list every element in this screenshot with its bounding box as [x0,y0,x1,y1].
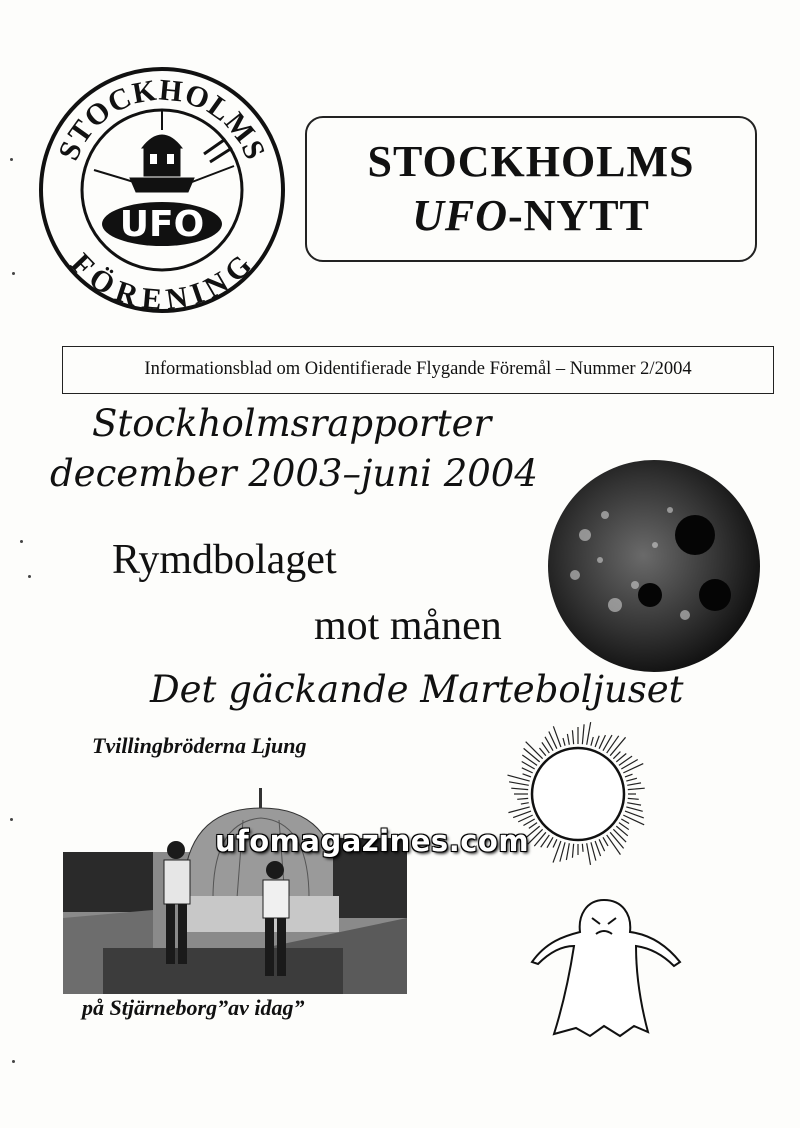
sun-ray [566,843,569,860]
photo-caption: på Stjärneborg”av idag” [82,995,305,1020]
sun-ray [528,829,543,844]
sun-ray [627,803,641,805]
sun-ray [607,736,619,753]
sun-ray [625,774,633,777]
sun-ray [613,829,626,842]
masthead-line1: STOCKHOLMS [367,137,695,186]
masthead-line2 [307,190,755,241]
sun-ray [599,735,605,749]
scan-speck [12,1060,15,1063]
scan-speck [12,272,15,275]
sun-ray [582,844,583,852]
sun-ray [628,798,639,799]
sun-ray [582,724,584,744]
logo-bottom-text: FÖRENING [64,246,260,314]
sun-ray [587,843,591,865]
sun-ray [621,819,629,824]
sun-ray [595,736,599,747]
watermark: ufomagazines.com [215,824,530,858]
sun-ray [517,798,528,799]
sun-ray [591,842,596,860]
scan-speck [10,158,13,161]
sun-ray [547,837,553,847]
sun-ray [619,823,629,830]
logo-top-text: STOCKHOLMS [52,73,272,166]
sun-ray [626,807,642,811]
sun-ray [610,737,625,755]
sun-ray [607,835,621,855]
ghost-icon [524,892,686,1042]
sun-ray [553,839,557,847]
sun-ray [572,844,573,858]
headline-rymdbolaget: Rymdbolaget [112,537,337,583]
sun-ray [595,841,600,856]
sun-ray [526,742,543,759]
sun-ray [560,842,565,861]
headline-marteboljuset: Det gäckande Marteboljuset [150,668,684,711]
headline-tvillingbroderna: Tvillingbröderna Ljung [92,733,307,758]
scan-speck [10,818,13,821]
sun-ray [603,837,608,846]
sun-ray [628,788,645,789]
sun-ray [572,730,573,744]
headline-reports-line1: Stockholmsrapporter [92,402,492,445]
sun-ray [539,748,545,756]
scan-speck [28,575,31,578]
sun-ray [591,737,593,746]
sun-ray [523,774,531,777]
sun-ray [509,782,529,785]
sun-ray [567,734,569,745]
svg-text:FÖRENING [64,247,259,314]
scan-speck [20,540,23,543]
info-bar: Informationsblad om Oidentifierade Flygande Föremål – Nummer 2/2004 [62,346,774,394]
stockholms-ufo-forening-logo [38,66,286,314]
logo-ufo-text: UFO [119,204,205,245]
masthead-ufo: UFO [412,191,508,240]
headline-reports-line2: december 2003–juni 2004 [50,452,538,495]
sun-ray [521,803,529,804]
masthead-box [305,116,757,262]
sun-ray [508,807,529,813]
moon-icon [545,455,763,677]
sun-ray [626,778,637,781]
sun-ray [529,823,537,829]
sun-ray [610,832,623,848]
sun-ray [587,722,591,745]
sun-ray [627,783,641,785]
sun-ray [599,839,604,851]
observatory-photo [63,778,407,994]
sun-ray [534,832,546,846]
sun-ray [511,788,528,789]
sun-ray [522,768,533,773]
sun-ray [613,752,620,759]
sun-ray [507,775,529,781]
sun-ray [623,764,643,773]
headline-mot-manen: mot månen [314,603,502,649]
sun-ray [563,738,565,746]
masthead-nytt: -NYTT [508,191,650,240]
sun-ray [524,748,540,761]
